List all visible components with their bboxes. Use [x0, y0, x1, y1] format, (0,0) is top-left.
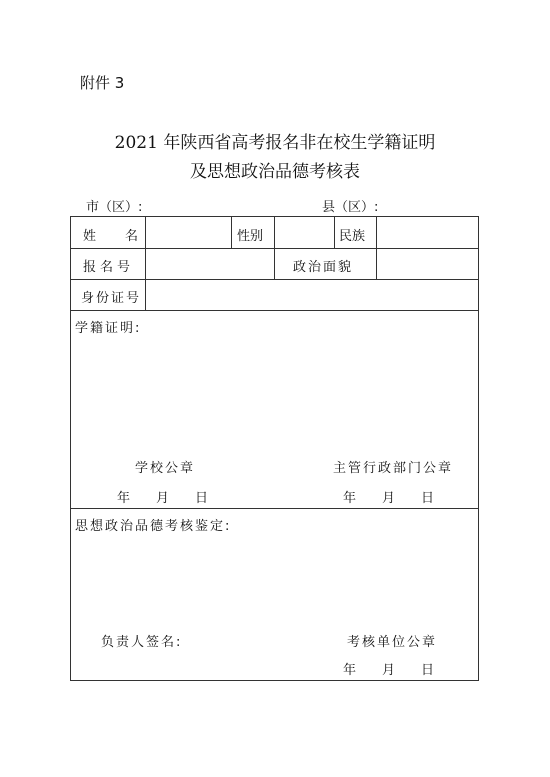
column-divider — [145, 279, 146, 310]
status-date-left: 年 月 日 — [117, 491, 209, 506]
column-divider — [334, 217, 335, 248]
section-divider — [71, 508, 478, 509]
row-divider — [71, 310, 478, 311]
column-divider — [376, 248, 377, 279]
column-divider — [231, 217, 232, 248]
political-status-label: 政治面貌 — [293, 260, 354, 275]
form-title-line1: 2021 年陕西省高考报名非在校生学籍证明 — [114, 133, 436, 153]
name-label: 姓 名 — [83, 229, 147, 244]
form-title-line2: 及思想政治品德考核表 — [190, 162, 360, 182]
column-divider — [274, 217, 275, 248]
column-divider — [274, 248, 275, 279]
ethnicity-label: 民族 — [339, 229, 366, 244]
authority-seal-label: 主管行政部门公章 — [333, 461, 454, 476]
column-divider — [145, 248, 146, 279]
assessment-unit-seal-label: 考核单位公章 — [347, 635, 438, 650]
assessment-date: 年 月 日 — [343, 663, 435, 678]
form-table — [70, 216, 479, 681]
student-status-heading: 学籍证明: — [75, 321, 142, 336]
row-divider — [71, 279, 478, 280]
responsible-person-signature-label: 负责人签名: — [101, 635, 183, 650]
moral-assessment-heading: 思想政治品德考核鉴定: — [75, 519, 232, 534]
county-district-label: 县（区）: — [322, 200, 379, 215]
registration-number-label: 报名号 — [83, 260, 135, 275]
school-seal-label: 学校公章 — [135, 461, 196, 476]
status-date-right: 年 月 日 — [343, 491, 435, 506]
attachment-label: 附件 3 — [80, 74, 125, 92]
column-divider — [376, 217, 377, 248]
gender-label: 性别 — [237, 229, 264, 244]
id-number-label: 身份证号 — [81, 291, 142, 306]
city-district-label: 市（区）: — [86, 200, 143, 215]
